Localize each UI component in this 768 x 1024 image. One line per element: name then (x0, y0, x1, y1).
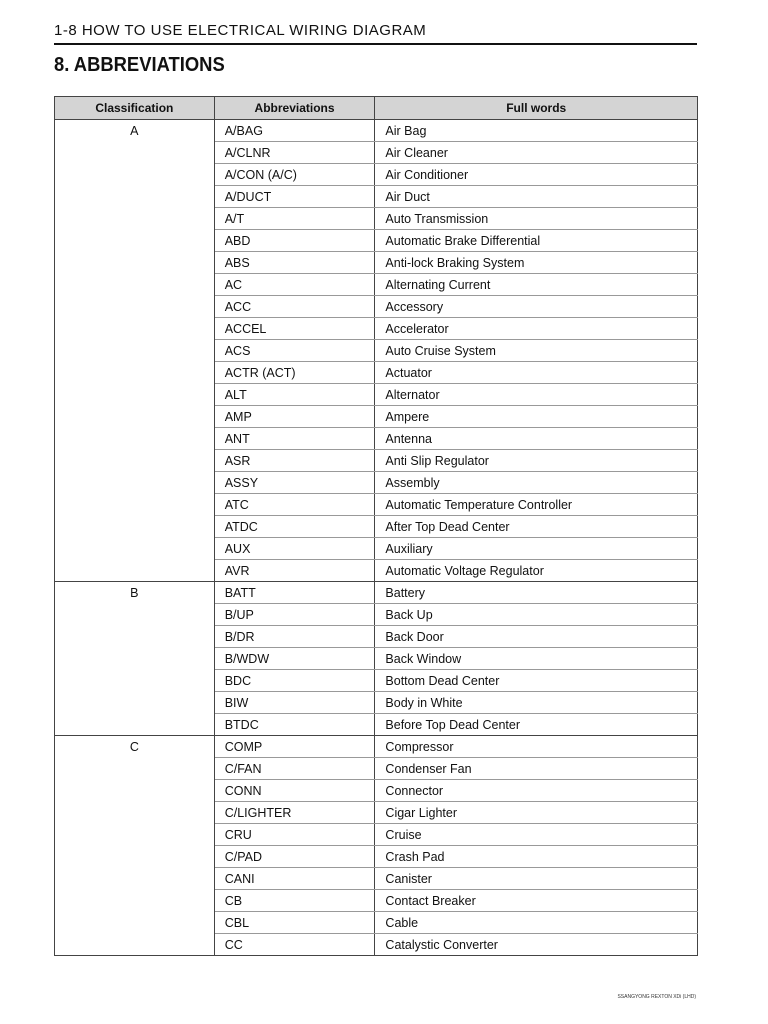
abbreviation-cell: BIW (214, 692, 375, 714)
abbreviation-cell: ANT (214, 428, 375, 450)
abbreviation-cell: ATC (214, 494, 375, 516)
abbreviation-cell: ABD (214, 230, 375, 252)
full-word-cell: Air Conditioner (375, 164, 698, 186)
full-word-cell: Back Up (375, 604, 698, 626)
abbreviation-cell: A/DUCT (214, 186, 375, 208)
abbreviation-cell: BTDC (214, 714, 375, 736)
full-word-cell: Back Window (375, 648, 698, 670)
full-word-cell: Back Door (375, 626, 698, 648)
abbreviation-cell: C/LIGHTER (214, 802, 375, 824)
table-body (55, 120, 698, 956)
abbreviation-cell: CBL (214, 912, 375, 934)
abbreviation-cell: A/CLNR (214, 142, 375, 164)
classification-cell: A (55, 120, 215, 582)
full-word-cell: Anti-lock Braking System (375, 252, 698, 274)
full-word-cell: Cruise (375, 824, 698, 846)
abbreviation-cell: COMP (214, 736, 375, 758)
full-word-cell: Catalystic Converter (375, 934, 698, 956)
full-word-cell: Air Cleaner (375, 142, 698, 164)
abbreviation-cell: ABS (214, 252, 375, 274)
full-word-cell: Canister (375, 868, 698, 890)
column-header-full-words: Full words (375, 97, 698, 120)
classification-cell: B (55, 582, 215, 736)
abbreviation-cell: CONN (214, 780, 375, 802)
full-word-cell: Auto Transmission (375, 208, 698, 230)
full-word-cell: Condenser Fan (375, 758, 698, 780)
full-word-cell: Antenna (375, 428, 698, 450)
full-word-cell: Accessory (375, 296, 698, 318)
abbreviation-cell: BATT (214, 582, 375, 604)
abbreviation-cell: ASR (214, 450, 375, 472)
full-word-cell: Connector (375, 780, 698, 802)
full-word-cell: Compressor (375, 736, 698, 758)
abbreviation-cell: ATDC (214, 516, 375, 538)
full-word-cell: After Top Dead Center (375, 516, 698, 538)
footer-model-text: SSANGYONG REXTON XDi (LHD) (617, 994, 696, 1000)
abbreviation-cell: CC (214, 934, 375, 956)
abbreviation-cell: CANI (214, 868, 375, 890)
full-word-cell: Body in White (375, 692, 698, 714)
full-word-cell: Alternating Current (375, 274, 698, 296)
full-word-cell: Air Duct (375, 186, 698, 208)
full-word-cell: Air Bag (375, 120, 698, 142)
abbreviation-cell: ACCEL (214, 318, 375, 340)
full-word-cell: Ampere (375, 406, 698, 428)
full-word-cell: Auto Cruise System (375, 340, 698, 362)
full-word-cell: Actuator (375, 362, 698, 384)
abbreviation-cell: ASSY (214, 472, 375, 494)
full-word-cell: Automatic Voltage Regulator (375, 560, 698, 582)
abbreviation-cell: B/UP (214, 604, 375, 626)
full-word-cell: Assembly (375, 472, 698, 494)
abbreviation-cell: A/BAG (214, 120, 375, 142)
full-word-cell: Contact Breaker (375, 890, 698, 912)
abbreviation-cell: ACS (214, 340, 375, 362)
full-word-cell: Anti Slip Regulator (375, 450, 698, 472)
table-row (55, 736, 698, 758)
full-word-cell: Cable (375, 912, 698, 934)
table-header-row (55, 97, 698, 120)
abbreviation-cell: AC (214, 274, 375, 296)
full-word-cell: Automatic Temperature Controller (375, 494, 698, 516)
page-header: 1-8 HOW TO USE ELECTRICAL WIRING DIAGRAM (54, 22, 697, 45)
abbreviation-cell: B/DR (214, 626, 375, 648)
section-title: 8. ABBREVIATIONS (54, 54, 225, 76)
abbreviation-cell: A/T (214, 208, 375, 230)
full-word-cell: Automatic Brake Differential (375, 230, 698, 252)
full-word-cell: Before Top Dead Center (375, 714, 698, 736)
abbreviation-cell: C/PAD (214, 846, 375, 868)
abbreviation-cell: C/FAN (214, 758, 375, 780)
full-word-cell: Accelerator (375, 318, 698, 340)
abbreviation-cell: A/CON (A/C) (214, 164, 375, 186)
abbreviation-cell: ACTR (ACT) (214, 362, 375, 384)
abbreviation-cell: AVR (214, 560, 375, 582)
full-word-cell: Crash Pad (375, 846, 698, 868)
column-header-abbreviations: Abbreviations (214, 97, 375, 120)
abbreviations-table (54, 96, 698, 956)
abbreviation-cell: ALT (214, 384, 375, 406)
full-word-cell: Bottom Dead Center (375, 670, 698, 692)
abbreviation-cell: BDC (214, 670, 375, 692)
full-word-cell: Battery (375, 582, 698, 604)
full-word-cell: Auxiliary (375, 538, 698, 560)
abbreviation-cell: B/WDW (214, 648, 375, 670)
table-row (55, 582, 698, 604)
abbreviation-cell: AUX (214, 538, 375, 560)
abbreviation-cell: ACC (214, 296, 375, 318)
column-header-classification: Classification (55, 97, 215, 120)
full-word-cell: Cigar Lighter (375, 802, 698, 824)
abbreviation-cell: AMP (214, 406, 375, 428)
abbreviation-cell: CB (214, 890, 375, 912)
table-row (55, 120, 698, 142)
full-word-cell: Alternator (375, 384, 698, 406)
abbreviation-cell: CRU (214, 824, 375, 846)
classification-cell: C (55, 736, 215, 956)
